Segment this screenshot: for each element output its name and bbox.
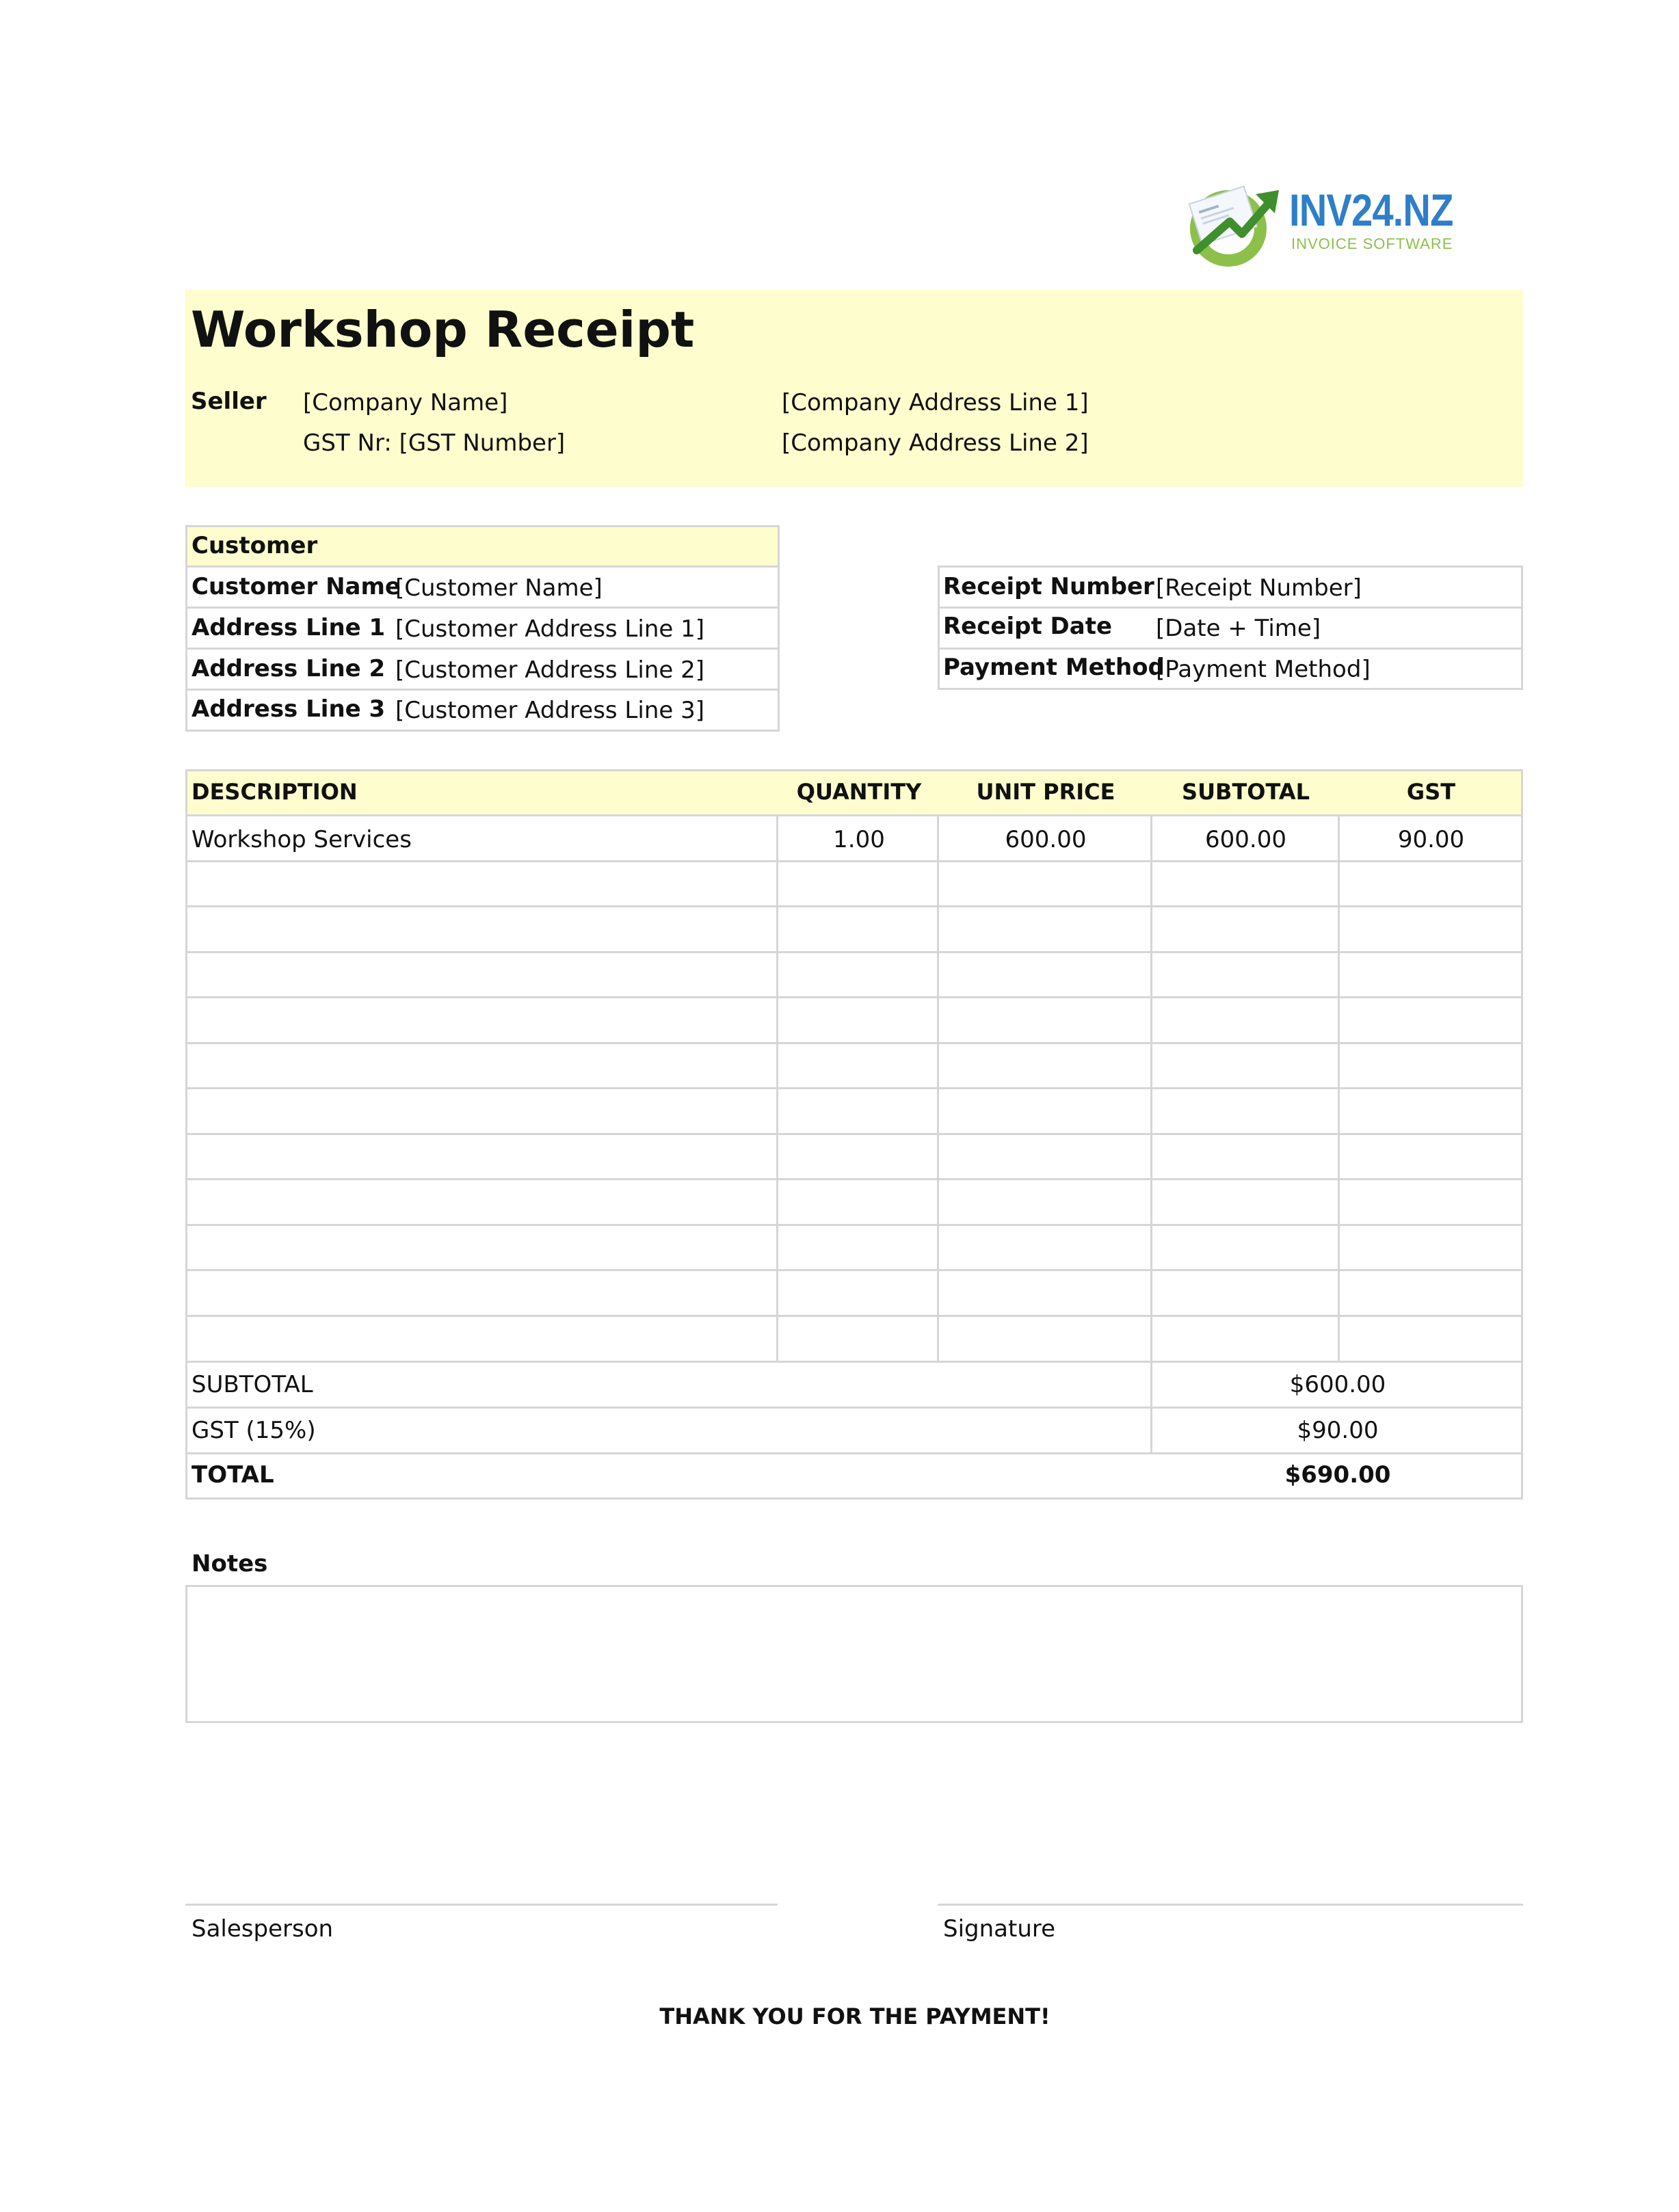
company-name: [Company Name] [303, 389, 508, 416]
subtotal-value: $600.00 [1289, 1371, 1386, 1398]
address-line-3-value[interactable]: [Customer Address Line 3] [395, 697, 704, 724]
page-title: Workshop Receipt [191, 301, 695, 358]
company-logo [1182, 174, 1469, 269]
item-subtotal[interactable]: 600.00 [1205, 826, 1286, 853]
column-header-quantity: QUANTITY [796, 779, 922, 805]
address-line-3-label: Address Line 3 [191, 695, 386, 723]
brand-tagline: INVOICE SOFTWARE [1291, 235, 1453, 252]
address-line-2-label: Address Line 2 [191, 655, 386, 682]
subtotal-label: SUBTOTAL [191, 1371, 313, 1398]
brand-name: INV24.NZ [1289, 185, 1453, 235]
company-address-line-1: [Company Address Line 1] [782, 389, 1089, 416]
salesperson-line [185, 1904, 778, 1906]
salesperson-label: Salesperson [191, 1915, 334, 1943]
thank-you-message: THANK YOU FOR THE PAYMENT! [659, 2003, 1050, 2029]
item-quantity[interactable]: 1.00 [833, 826, 885, 853]
payment-method-value[interactable]: [Payment Method] [1156, 656, 1371, 683]
notes-field[interactable] [185, 1585, 1523, 1723]
customer-name-value[interactable]: [Customer Name] [395, 574, 603, 602]
payment-method-label: Payment Method [943, 654, 1165, 681]
receipt-date-label: Receipt Date [943, 613, 1113, 640]
seller-label: Seller [191, 388, 267, 415]
receipt-date-value[interactable]: [Date + Time] [1156, 615, 1321, 642]
rising-arrow-document-icon [1182, 174, 1284, 269]
item-gst[interactable]: 90.00 [1397, 826, 1465, 853]
column-header-unit-price: UNIT PRICE [976, 779, 1115, 805]
address-line-2-value[interactable]: [Customer Address Line 2] [395, 656, 704, 684]
company-address-line-2: [Company Address Line 2] [782, 429, 1089, 457]
column-header-description: DESCRIPTION [191, 779, 358, 805]
address-line-1-label: Address Line 1 [191, 614, 386, 641]
gst-number: GST Nr: [GST Number] [303, 429, 566, 457]
column-header-subtotal: SUBTOTAL [1182, 779, 1310, 805]
signature-line [938, 1904, 1523, 1906]
signature-label: Signature [943, 1915, 1056, 1943]
customer-name-label: Customer Name [191, 573, 401, 600]
column-header-gst: GST [1406, 779, 1456, 805]
receipt-number-label: Receipt Number [943, 573, 1154, 600]
address-line-1-value[interactable]: [Customer Address Line 1] [395, 615, 704, 643]
total-value: $690.00 [1284, 1461, 1391, 1489]
receipt-number-value[interactable]: [Receipt Number] [1156, 574, 1362, 602]
customer-heading: Customer [191, 532, 318, 559]
gst-total-label: GST (15%) [191, 1417, 316, 1444]
item-unit-price[interactable]: 600.00 [1005, 826, 1087, 853]
total-label: TOTAL [191, 1461, 274, 1489]
notes-label: Notes [191, 1550, 268, 1577]
item-description[interactable]: Workshop Services [191, 826, 412, 853]
gst-total-value: $90.00 [1297, 1417, 1379, 1444]
